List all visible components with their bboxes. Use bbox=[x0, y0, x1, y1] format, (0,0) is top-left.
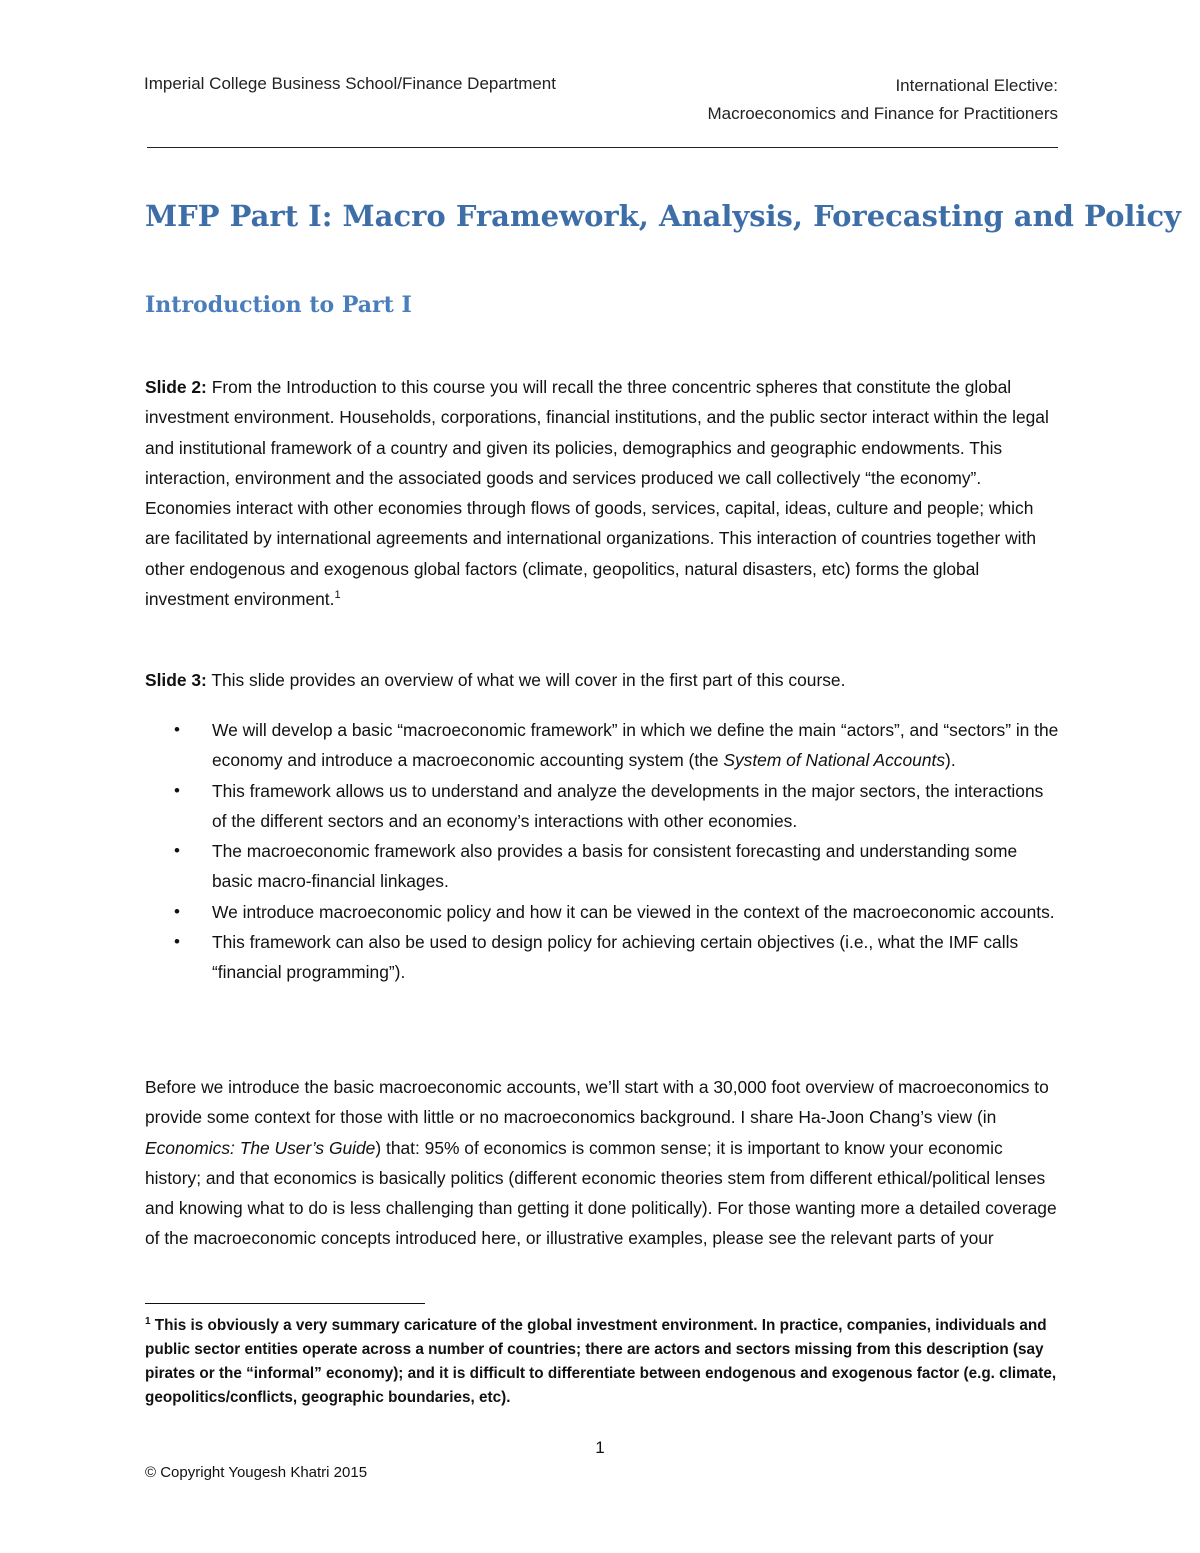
copyright-notice: © Copyright Yougesh Khatri 2015 bbox=[145, 1464, 368, 1481]
footnote bbox=[145, 1314, 1060, 1410]
slide-2-label: Slide 2: bbox=[145, 377, 207, 397]
slide-3-label: Slide 3: bbox=[145, 670, 207, 690]
footnote-text: This is obviously a very summary caricature of the global investment environment. In practice, companies, individuals and public sector entities operate across a number of countries; there are actors and sectors missing from this description (say pirates or the “informal” economy); and it is difficult to differentiate between endogenous and exogenous factor (e.g. climate, geopolitics/conflicts, geographic boundaries, etc). bbox=[145, 1317, 1057, 1406]
list-item-text: This framework can also be used to design policy for achieving certain objectives (i.e., what the IMF calls “financial programming”). bbox=[212, 932, 1019, 983]
slide-2-text: From the Introduction to this course you will recall the three concentric spheres that constitute the global investment environment. Households, corporations, financial institutions, and the public sector interact within the legal and institutional framework of a country and given its policies, demographics and geographic endowments. This interaction, environment and the associated goods and services produced we call collectively “the economy”. Economies interact with other economies through flows of goods, services, capital, ideas, culture and people; which are facilitated by international agreements and international organizations. This interaction of countries together with other endogenous and exogenous global factors (climate, geopolitics, natural disasters, etc) forms the global investment environment. bbox=[145, 377, 1049, 610]
list-item-italic: System of National Accounts bbox=[723, 750, 946, 771]
overview-bullet-list bbox=[145, 715, 1060, 988]
slide-3-text: This slide provides an overview of what we will cover in the first part of this course. bbox=[206, 670, 846, 690]
closing-paragraph bbox=[145, 1072, 1060, 1254]
footnote-reference[interactable]: 1 bbox=[334, 589, 341, 602]
section-heading: Introduction to Part I bbox=[145, 292, 412, 318]
document-title: MFP Part I: Macro Framework, Analysis, Forecasting and Policy bbox=[145, 199, 1181, 233]
header-course bbox=[538, 72, 1058, 128]
bullet-icon: • bbox=[174, 901, 180, 921]
list-item-text: We introduce macroeconomic policy and how it can be viewed in the context of the macroeconomic accounts. bbox=[212, 901, 1055, 922]
header-course-line2: Macroeconomics and Finance for Practitioners bbox=[707, 104, 1058, 123]
bullet-icon: • bbox=[174, 841, 180, 861]
list-item bbox=[145, 927, 1060, 988]
bullet-icon: • bbox=[174, 932, 180, 952]
header-course-line1: International Elective: bbox=[895, 76, 1058, 95]
list-item bbox=[145, 836, 1060, 897]
slide-2-paragraph bbox=[145, 372, 1060, 614]
book-title: Economics: The User’s Guide bbox=[145, 1137, 376, 1158]
header-institution: Imperial College Business School/Finance Department bbox=[144, 74, 556, 93]
list-item bbox=[145, 897, 1060, 927]
page-number: 1 bbox=[595, 1438, 605, 1457]
bullet-icon: • bbox=[174, 780, 180, 800]
footnote-divider bbox=[145, 1303, 425, 1304]
list-item-text-end: ). bbox=[945, 750, 956, 771]
list-item-text: The macroeconomic framework also provides a basis for consistent forecasting and understanding some basic macro-financial linkages. bbox=[212, 841, 1018, 892]
list-item-text: This framework allows us to understand and analyze the developments in the major sectors, the interactions of the different sectors and an economy’s interactions with other economies. bbox=[212, 780, 1044, 831]
list-item bbox=[145, 715, 1060, 776]
bullet-icon: • bbox=[174, 720, 180, 739]
list-item bbox=[145, 776, 1060, 837]
slide-3-paragraph bbox=[145, 665, 1060, 695]
footnote-marker: 1 bbox=[145, 1315, 151, 1327]
list-item-text: We will develop a basic “macroeconomic framework” in which we define the main “actors”, and “sectors” in the economy and introduce a macroeconomic accounting system (the bbox=[212, 720, 1059, 771]
closing-text-end: ) that: 95% of economics is common sense; it is important to know your economic history; and that economics is basically politics (different economic theories stem from different ethical/political lenses and knowing what to do is less challenging than getting it done politically). For those wanting more a detailed coverage of the macroeconomic concepts introduced here, or illustrative examples, please see the relevant parts of your bbox=[145, 1137, 1057, 1249]
header-divider bbox=[147, 147, 1058, 148]
closing-text: Before we introduce the basic macroeconomic accounts, we’ll start with a 30,000 foot overview of macroeconomics to provide some context for those with little or no macroeconomics background. I share Ha-Joon Chang’s view (in bbox=[145, 1077, 1049, 1128]
